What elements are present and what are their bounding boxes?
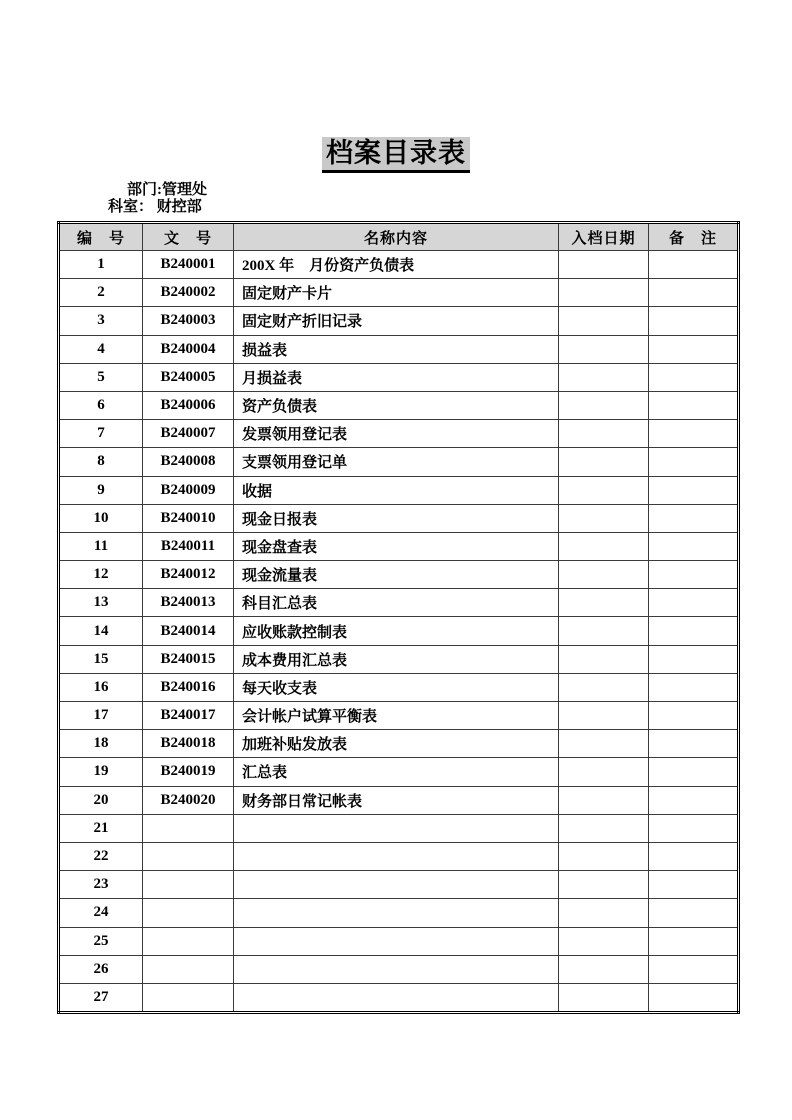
remark-cell <box>649 673 739 701</box>
page-title: 档案目录表 <box>322 137 470 173</box>
doc-number-cell <box>143 927 234 955</box>
doc-number-cell: B240018 <box>143 730 234 758</box>
remark-cell <box>649 251 739 279</box>
archive-date-cell <box>559 307 649 335</box>
document-meta <box>108 182 792 216</box>
row-number-cell: 25 <box>59 927 143 955</box>
table-row <box>59 391 739 419</box>
table-row <box>59 448 739 476</box>
doc-name-cell: 成本费用汇总表 <box>234 645 559 673</box>
table-row <box>59 786 739 814</box>
archive-date-cell <box>559 391 649 419</box>
row-number-cell: 13 <box>59 589 143 617</box>
doc-name-cell <box>234 871 559 899</box>
row-number-cell: 3 <box>59 307 143 335</box>
table-row <box>59 532 739 560</box>
doc-number-cell: B240016 <box>143 673 234 701</box>
archive-date-cell <box>559 335 649 363</box>
remark-cell <box>649 871 739 899</box>
row-number-cell: 20 <box>59 786 143 814</box>
table-row <box>59 814 739 842</box>
archive-date-cell <box>559 730 649 758</box>
doc-number-cell <box>143 842 234 870</box>
doc-name-cell <box>234 814 559 842</box>
row-number-cell: 15 <box>59 645 143 673</box>
remark-cell <box>649 927 739 955</box>
doc-name-cell: 固定财产卡片 <box>234 279 559 307</box>
table-row <box>59 673 739 701</box>
table-row <box>59 363 739 391</box>
table-row <box>59 983 739 1012</box>
remark-cell <box>649 899 739 927</box>
doc-number-cell: B240005 <box>143 363 234 391</box>
row-number-cell: 2 <box>59 279 143 307</box>
remark-cell <box>649 758 739 786</box>
remark-cell <box>649 730 739 758</box>
table-row <box>59 617 739 645</box>
table-row <box>59 504 739 532</box>
doc-number-cell: B240006 <box>143 391 234 419</box>
remark-cell <box>649 645 739 673</box>
remark-cell <box>649 617 739 645</box>
archive-date-cell <box>559 673 649 701</box>
remark-cell <box>649 702 739 730</box>
title-area <box>0 0 792 173</box>
table-row <box>59 307 739 335</box>
archive-date-cell <box>559 476 649 504</box>
doc-name-cell: 现金盘查表 <box>234 532 559 560</box>
archive-date-cell <box>559 420 649 448</box>
remark-cell <box>649 786 739 814</box>
doc-number-cell: B240002 <box>143 279 234 307</box>
row-number-cell: 8 <box>59 448 143 476</box>
table-body <box>59 251 739 1013</box>
section-line: 科室： 财控部 <box>108 199 202 215</box>
archive-date-cell <box>559 786 649 814</box>
doc-number-cell: B240011 <box>143 532 234 560</box>
archive-directory-table <box>57 221 740 1014</box>
doc-name-cell <box>234 927 559 955</box>
doc-name-cell: 会计帐户试算平衡表 <box>234 702 559 730</box>
archive-date-cell <box>559 814 649 842</box>
remark-cell <box>649 279 739 307</box>
row-number-cell: 22 <box>59 842 143 870</box>
column-header-date: 入档日期 <box>559 223 649 251</box>
remark-cell <box>649 448 739 476</box>
remark-cell <box>649 504 739 532</box>
table-row <box>59 251 739 279</box>
table-row <box>59 420 739 448</box>
remark-cell <box>649 561 739 589</box>
remark-cell <box>649 532 739 560</box>
archive-date-cell <box>559 645 649 673</box>
row-number-cell: 4 <box>59 335 143 363</box>
column-header-remark: 备 注 <box>649 223 739 251</box>
row-number-cell: 23 <box>59 871 143 899</box>
table-row <box>59 955 739 983</box>
row-number-cell: 12 <box>59 561 143 589</box>
doc-name-cell: 发票领用登记表 <box>234 420 559 448</box>
archive-date-cell <box>559 842 649 870</box>
remark-cell <box>649 983 739 1012</box>
doc-number-cell: B240013 <box>143 589 234 617</box>
row-number-cell: 1 <box>59 251 143 279</box>
doc-name-cell: 每天收支表 <box>234 673 559 701</box>
doc-name-cell: 支票领用登记单 <box>234 448 559 476</box>
row-number-cell: 14 <box>59 617 143 645</box>
row-number-cell: 16 <box>59 673 143 701</box>
archive-date-cell <box>559 899 649 927</box>
doc-number-cell: B240001 <box>143 251 234 279</box>
archive-date-cell <box>559 871 649 899</box>
table-row <box>59 589 739 617</box>
doc-name-cell: 科目汇总表 <box>234 589 559 617</box>
archive-date-cell <box>559 561 649 589</box>
column-header-number: 编 号 <box>59 223 143 251</box>
department-line: 部门:管理处 <box>127 182 207 198</box>
column-header-name: 名称内容 <box>234 223 559 251</box>
archive-date-cell <box>559 504 649 532</box>
doc-name-cell: 损益表 <box>234 335 559 363</box>
table-row <box>59 702 739 730</box>
doc-number-cell <box>143 955 234 983</box>
archive-date-cell <box>559 448 649 476</box>
doc-name-cell: 200X 年 月份资产负债表 <box>234 251 559 279</box>
doc-number-cell <box>143 899 234 927</box>
remark-cell <box>649 335 739 363</box>
archive-date-cell <box>559 983 649 1012</box>
doc-number-cell: B240017 <box>143 702 234 730</box>
row-number-cell: 19 <box>59 758 143 786</box>
archive-date-cell <box>559 702 649 730</box>
table-row <box>59 730 739 758</box>
doc-name-cell <box>234 955 559 983</box>
row-number-cell: 5 <box>59 363 143 391</box>
doc-name-cell: 月损益表 <box>234 363 559 391</box>
table-row <box>59 899 739 927</box>
table-row <box>59 927 739 955</box>
row-number-cell: 7 <box>59 420 143 448</box>
row-number-cell: 24 <box>59 899 143 927</box>
archive-date-cell <box>559 363 649 391</box>
doc-number-cell: B240015 <box>143 645 234 673</box>
doc-number-cell: B240003 <box>143 307 234 335</box>
archive-date-cell <box>559 589 649 617</box>
row-number-cell: 11 <box>59 532 143 560</box>
table-row <box>59 871 739 899</box>
row-number-cell: 6 <box>59 391 143 419</box>
remark-cell <box>649 363 739 391</box>
table-header <box>59 223 739 251</box>
doc-number-cell: B240004 <box>143 335 234 363</box>
table-row <box>59 758 739 786</box>
table-row <box>59 476 739 504</box>
doc-name-cell: 应收账款控制表 <box>234 617 559 645</box>
row-number-cell: 9 <box>59 476 143 504</box>
doc-number-cell: B240012 <box>143 561 234 589</box>
doc-name-cell: 资产负债表 <box>234 391 559 419</box>
doc-name-cell: 汇总表 <box>234 758 559 786</box>
doc-number-cell <box>143 814 234 842</box>
row-number-cell: 18 <box>59 730 143 758</box>
doc-number-cell <box>143 871 234 899</box>
table-row <box>59 842 739 870</box>
remark-cell <box>649 842 739 870</box>
row-number-cell: 27 <box>59 983 143 1012</box>
doc-name-cell <box>234 842 559 870</box>
remark-cell <box>649 307 739 335</box>
remark-cell <box>649 814 739 842</box>
archive-date-cell <box>559 927 649 955</box>
row-number-cell: 21 <box>59 814 143 842</box>
row-number-cell: 17 <box>59 702 143 730</box>
table-row <box>59 279 739 307</box>
archive-date-cell <box>559 955 649 983</box>
doc-number-cell: B240014 <box>143 617 234 645</box>
doc-number-cell: B240007 <box>143 420 234 448</box>
remark-cell <box>649 955 739 983</box>
doc-name-cell: 加班补贴发放表 <box>234 730 559 758</box>
row-number-cell: 10 <box>59 504 143 532</box>
remark-cell <box>649 476 739 504</box>
doc-name-cell <box>234 899 559 927</box>
doc-name-cell <box>234 983 559 1012</box>
archive-date-cell <box>559 251 649 279</box>
doc-number-cell: B240020 <box>143 786 234 814</box>
doc-number-cell <box>143 983 234 1012</box>
doc-number-cell: B240010 <box>143 504 234 532</box>
doc-number-cell: B240008 <box>143 448 234 476</box>
archive-date-cell <box>559 279 649 307</box>
doc-name-cell: 现金日报表 <box>234 504 559 532</box>
archive-date-cell <box>559 532 649 560</box>
archive-date-cell <box>559 617 649 645</box>
row-number-cell: 26 <box>59 955 143 983</box>
doc-number-cell: B240009 <box>143 476 234 504</box>
remark-cell <box>649 420 739 448</box>
column-header-doc-no: 文 号 <box>143 223 234 251</box>
doc-name-cell: 固定财产折旧记录 <box>234 307 559 335</box>
doc-name-cell: 收据 <box>234 476 559 504</box>
header-row <box>59 223 739 251</box>
table-row <box>59 335 739 363</box>
archive-date-cell <box>559 758 649 786</box>
remark-cell <box>649 391 739 419</box>
table-row <box>59 561 739 589</box>
doc-number-cell: B240019 <box>143 758 234 786</box>
doc-name-cell: 现金流量表 <box>234 561 559 589</box>
remark-cell <box>649 589 739 617</box>
doc-name-cell: 财务部日常记帐表 <box>234 786 559 814</box>
table-row <box>59 645 739 673</box>
